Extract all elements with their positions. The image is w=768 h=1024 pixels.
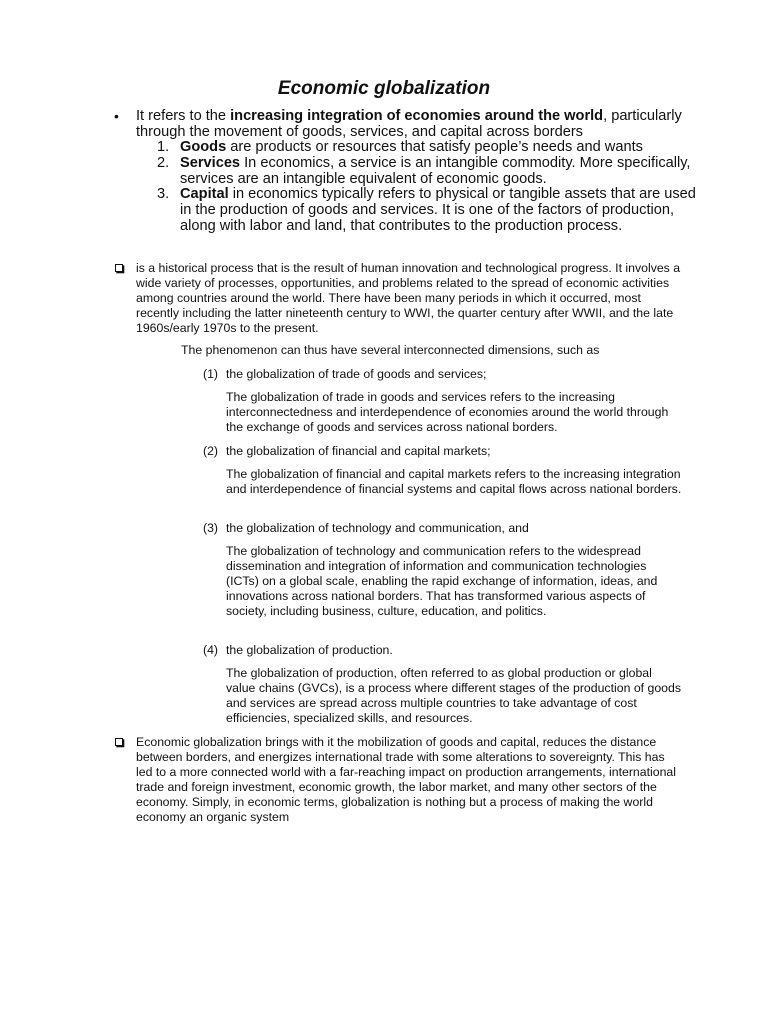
intro-text-bold: increasing integration of economies around the world [230, 108, 604, 124]
definition-text: are products or resources that satisfy people’s needs and wants [226, 139, 643, 155]
checkbox-bullet-icon [115, 264, 123, 272]
dimension-marker: (4) [203, 643, 219, 657]
dimension-marker: (2) [203, 444, 219, 458]
checkbox-bullet-icon [115, 738, 123, 746]
dimension-marker: (3) [203, 521, 219, 535]
dimension-marker: (1) [203, 367, 219, 381]
list-marker: 1. [157, 139, 170, 155]
list-marker: 2. [157, 154, 170, 171]
dimension-body: The globalization of trade in goods and services refers to the increasing interconnectedness and interdependence of economies around the world through the exchange of goods and services across national borders. [226, 390, 669, 434]
economic-globalization-text: Economic globalization brings with it the mobilization of goods and capital, reduces the distance between borders, and energizes international trade with some alterations to sovereignty. This has led to a more connected world with a far-reaching impact on production arrangements, international trade and foreign investment, economic growth, the labor market, and many other sectors of the economy. Simply, in economic terms, globalization is nothing but a process of making the world economy an organic system [136, 735, 676, 824]
intro-text-end: , particularly through the movement of goods, services, and capital across borders [136, 108, 682, 140]
definitions-list [157, 140, 697, 235]
page-title: Economic globalization [277, 78, 491, 99]
definition-term: Goods [180, 139, 227, 155]
definition-term: Capital [180, 186, 229, 203]
definition-text: in economics typically refers to physical or tangible assets that are used in the production of goods and services. It is one of the factors of production, along with labor and land, that contributes to the production process. [180, 186, 696, 234]
intro-text [136, 109, 696, 141]
dimension-heading: the globalization of trade of goods and services; [226, 367, 487, 381]
definition-goods [157, 140, 697, 156]
dimensions-intro: The phenomenon can thus have several interconnected dimensions, such as [181, 343, 600, 357]
dimension-body: The globalization of financial and capital markets refers to the increasing integration and interdependence of financial systems and capital flows across national borders. [226, 467, 682, 496]
bullet-marker: • [114, 108, 119, 124]
dimension-heading: the globalization of technology and communication, and [226, 521, 529, 535]
dimension-body: The globalization of technology and communication refers to the widespread dissemination and integration of information and communication technologies (ICTs) on a global scale, enabling the rapid exchange of information, ideas, and innovations across national borders. That has transformed various aspects of society, including business, culture, education, and politics. [226, 544, 658, 618]
definition-services [157, 156, 697, 188]
definition-text: In economics, a service is an intangible commodity. More specifically, services are an intangible equivalent of economic goods. [180, 154, 691, 187]
list-marker: 3. [157, 186, 170, 203]
dimension-body: The globalization of production, often referred to as global production or global value chains (GVCs), is a process where different stages of the production of goods and services are spread across multiple countries to take advantage of cost efficiencies, specialized skills, and resources. [226, 666, 682, 725]
intro-text-start: It refers to the [136, 108, 231, 124]
definition-term: Services [180, 154, 241, 171]
dimension-heading: the globalization of production. [226, 643, 393, 657]
dimension-heading: the globalization of financial and capital markets; [226, 444, 491, 458]
historical-process-text: is a historical process that is the result of human innovation and technological progress. It involves a wide variety of processes, opportunities, and problems related to the spread of economic activities among countries around the world. There have been many periods in which it occurred, most recently including the latter nineteenth century to WWI, the quarter century after WWII, and the late 1960s/early 1970s to the present. [136, 261, 681, 335]
definition-capital [157, 187, 697, 234]
